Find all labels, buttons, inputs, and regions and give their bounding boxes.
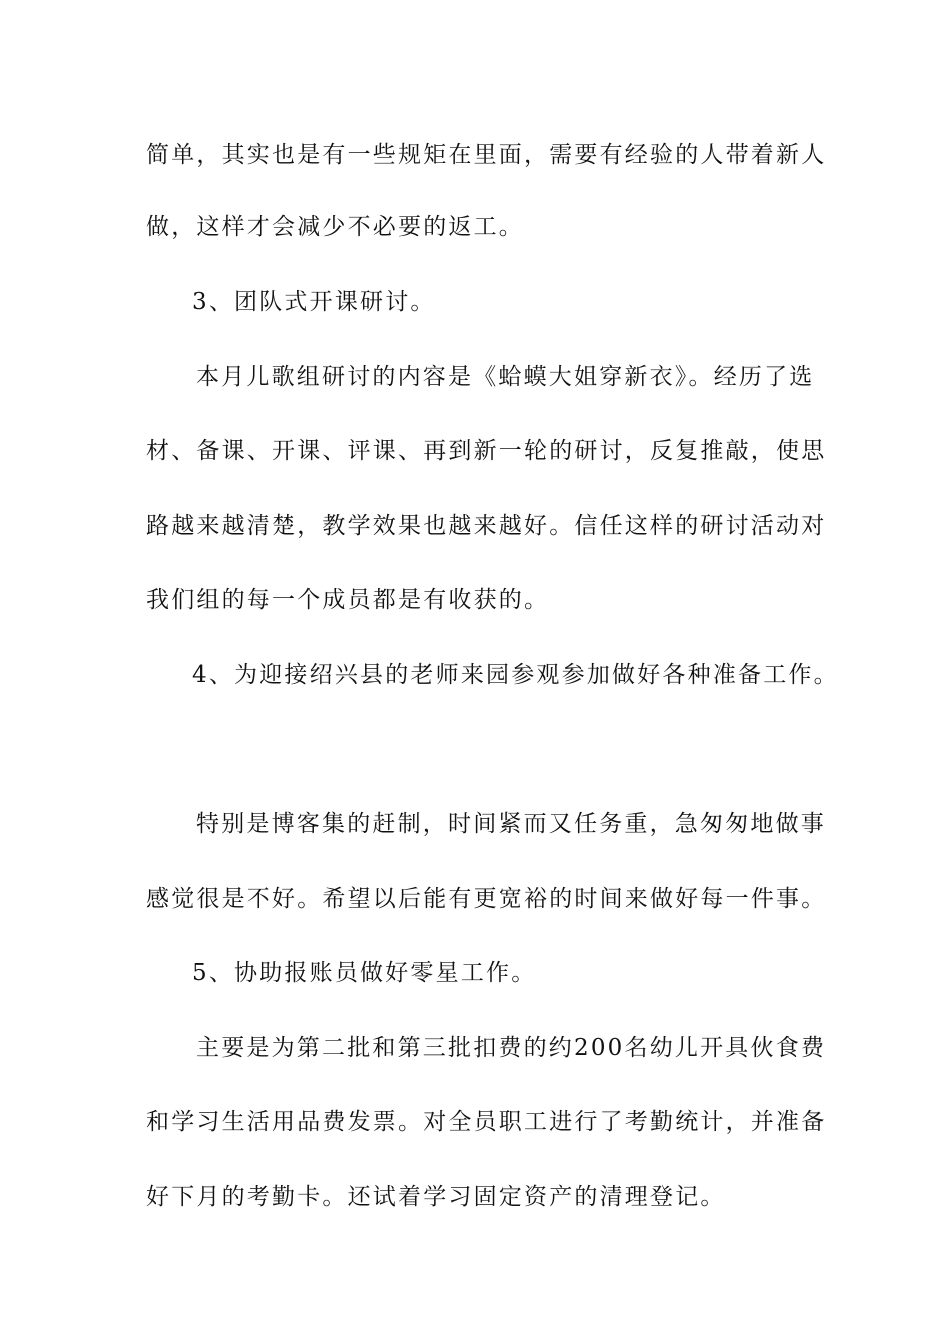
section-heading: 5、协助报账员做好零星工作。 xyxy=(192,960,537,986)
paragraph-line: 材、备课、开课、评课、再到新一轮的研讨，反复推敲，使思 xyxy=(146,438,827,464)
paragraph-line: 主要是为第二批和第三批扣费的约200名幼儿开具伙食费 xyxy=(196,1035,827,1061)
section-heading: 4、为迎接绍兴县的老师来园参观参加做好各种准备工作。 xyxy=(192,662,839,688)
paragraph-line: 和学习生活用品费发票。对全员职工进行了考勤统计，并准备 xyxy=(146,1109,827,1135)
paragraph-line: 路越来越清楚，教学效果也越来越好。信任这样的研讨活动对 xyxy=(146,513,827,539)
paragraph-line: 好下月的考勤卡。还试着学习固定资产的清理登记。 xyxy=(146,1184,726,1210)
paragraph-line: 简单，其实也是有一些规矩在里面，需要有经验的人带着新人 xyxy=(146,142,827,168)
paragraph-line: 我们组的每一个成员都是有收获的。 xyxy=(146,587,550,613)
paragraph-line: 本月儿歌组研讨的内容是《蛤蟆大姐穿新衣》。经历了选 xyxy=(196,364,815,390)
section-heading: 3、团队式开课研讨。 xyxy=(192,289,436,315)
paragraph-line: 特别是博客集的赶制，时间紧而又任务重，急匆匆地做事 xyxy=(196,811,826,837)
paragraph-line: 感觉很是不好。希望以后能有更宽裕的时间来做好每一件事。 xyxy=(146,886,827,912)
paragraph-line: 做，这样才会减少不必要的返工。 xyxy=(146,214,524,240)
